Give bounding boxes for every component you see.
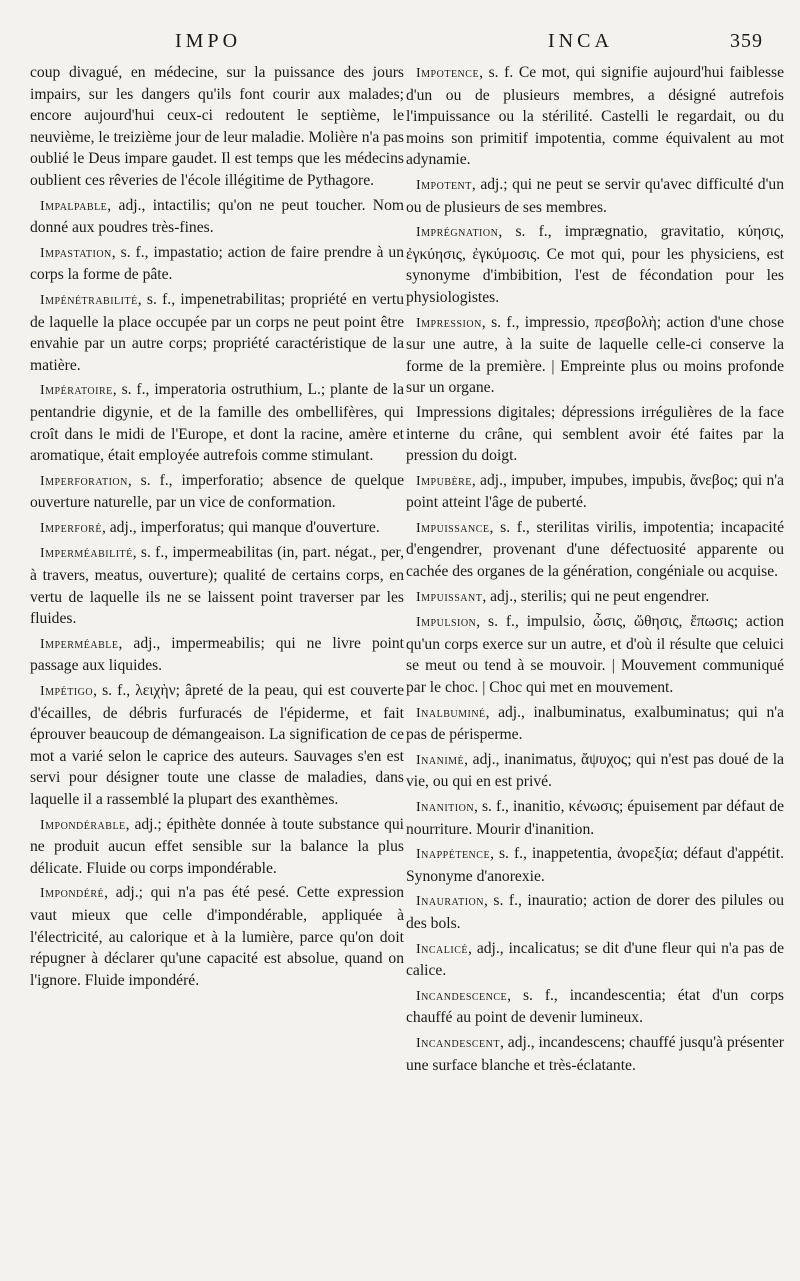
entry-headword: Inappétence — [416, 847, 491, 863]
entry-headword: Imperméabilité — [40, 546, 133, 562]
entry-text: , s. f., impressio, πρεσβολὴ; action d'une chose sur une autre, à la suite de laquelle celle-ci conserve la forme de la première. | Empreinte plus ou moins profonde sur un organe. — [406, 313, 784, 397]
left-column — [30, 62, 404, 994]
entry-headword: Incandescence — [416, 988, 508, 1004]
header-left-word: IMPO — [175, 30, 242, 52]
header-center-word: INCA — [548, 30, 613, 52]
dictionary-entry — [406, 517, 784, 583]
entry-text: , s. f., inanitio, κένωσις; épuisement par défaut de nourriture. Mourir d'inanition. — [406, 798, 784, 838]
entry-text: , s. f., imprægnatio, gravitatio, κύησις, ἐγκύησις, ἐγκύμοσις. Ce mot qui, pour les physiciens, est synonyme d'imbibition, l'est de fécondation pour les physiologistes. — [406, 223, 784, 306]
dictionary-entry — [406, 402, 784, 467]
entry-headword: Impuissance — [416, 520, 490, 536]
entry-headword: Impuissant — [416, 589, 483, 605]
entry-headword: Inanimé — [416, 752, 465, 768]
dictionary-entry — [30, 814, 404, 880]
dictionary-entry — [406, 1032, 784, 1076]
entry-headword: Impalpable — [40, 198, 108, 214]
entry-headword: Impératoire — [40, 383, 113, 399]
right-column — [406, 62, 784, 1079]
dictionary-entry — [30, 289, 404, 376]
entry-text: , s. f., impermeabilitas (in, part. négat., per, à travers, meatus, ouverture); qualité de certains corps, en vertu de laquelle ils ne se laissent point traverser par les fluides. — [30, 544, 404, 628]
entry-text: coup divagué, en médecine, sur la puissance des jours impairs, sur les dangers qu'ils font courir aux malades; encore aujourd'hui ceux-ci redoutent le septième, le neuvième, le treizième jour de leur maladie. Molière n'a pas oublié le Deus impare gaudet. Il est temps que les médecins oublient ces rêveries de l'école illégitime de Pythagore. — [30, 64, 404, 189]
entry-text: , s. f., impastatio; action de faire prendre à un corps la forme de pâte. — [30, 243, 404, 284]
entry-headword: Inalbuminé — [416, 705, 486, 721]
entry-text: , s. f., sterilitas virilis, impotentia; incapacité d'engendrer, provenant d'une défectuosité apparente ou cachée des organes de la génération, congéniale ou acquise. — [406, 518, 784, 581]
dictionary-entry — [406, 702, 784, 746]
dictionary-entry — [406, 749, 784, 793]
entry-headword: Impubère — [416, 473, 472, 489]
entry-text: , adj., impuber, impubes, impubis, ἄνεβος; qui n'a point atteint l'âge de puberté. — [406, 471, 784, 512]
entry-headword: Incandescent — [416, 1035, 500, 1051]
entry-headword: Imperforation — [40, 473, 128, 489]
dictionary-entry — [30, 633, 404, 677]
entry-headword: Impondérable — [40, 817, 126, 833]
dictionary-entry — [406, 221, 784, 308]
dictionary-entry — [30, 470, 404, 514]
entry-text: , s. f., λειχὴν; âpreté de la peau, qui est couverte d'écailles, de débris furfuracés de l'épiderme, et fait éprouver beaucoup de démangeaison. La signification de ce mot a varié selon le caprice des auteurs. Sauvages s'en est servi pour désigner toute une classe de maladies, dans laquelle il a rassemblé la plupart des exanthèmes. — [30, 682, 404, 808]
entry-text: , adj., imperforatus; qui manque d'ouverture. — [101, 518, 380, 536]
entry-text: , adj.; épithète donnée à toute substance qui ne produit aucun effet sensible sur la balance la plus délicate. Fluide ou corps impondérable. — [30, 815, 404, 877]
dictionary-entry — [406, 796, 784, 840]
entry-headword: Imperméable — [40, 636, 119, 652]
dictionary-entry — [30, 242, 404, 286]
entry-text: , adj., inanimatus, ἄψυχος; qui n'est pas doué de la vie, ou qui en est privé. — [406, 750, 784, 791]
dictionary-entry — [30, 62, 404, 192]
entry-text: , s. f., impulsio, ὦσις, ὤθησις, ἔπωσις; action qu'un corps exerce sur un autre, et d'où il résulte que celuici se meut ou tend à se mouvoir. | Mouvement communiqué par le choc. | Choc qui met en mouvement. — [406, 613, 784, 697]
entry-text: , adj., impermeabilis; qui ne livre point passage aux liquides. — [30, 634, 404, 675]
dictionary-entry — [30, 195, 404, 239]
entry-headword: Impétigo — [40, 684, 94, 700]
dictionary-entry — [406, 890, 784, 934]
entry-text: , s. f., imperatoria ostruthium, L.; plante de la pentandrie digynie, et de la famille des ombellifères, qui croît dans le midi de l'Europe, et dont la racine, amère et aromatique, était employée autrefois comme stimulant. — [30, 381, 404, 465]
entry-text: , adj., sterilis; qui ne peut engendrer. — [482, 587, 710, 605]
entry-headword: Impression — [416, 315, 482, 331]
entry-text: , s. f., imperforatio; absence de quelque ouverture naturelle, par un vice de conformation. — [30, 471, 404, 512]
dictionary-entry — [406, 174, 784, 218]
dictionary-entry — [30, 542, 404, 629]
entry-headword: Impotence — [416, 66, 480, 81]
dictionary-entry — [406, 843, 784, 887]
dictionary-entry — [406, 470, 784, 514]
dictionary-entry — [406, 586, 784, 609]
running-header — [0, 30, 800, 60]
entry-text: , s. f., inauratio; action de dorer des pilules ou des bols. — [406, 892, 784, 932]
dictionary-entry — [406, 312, 784, 399]
entry-text: , adj., incandescens; chauffé jusqu'à présenter une surface blanche et très-éclatante. — [406, 1033, 784, 1074]
entry-text: Impressions digitales; dépressions irrégulières de la face interne du crâne, qui semblent avoir été faites par la pression du doigt. — [406, 403, 784, 465]
entry-text: , s. f., incandescentia; état d'un corps chauffé au point de devenir lumineux. — [406, 986, 784, 1027]
entry-headword: Impénétrabilité — [40, 292, 138, 308]
entry-text: , adj., incalicatus; se dit d'une fleur qui n'a pas de calice. — [406, 939, 784, 980]
entry-headword: Impotent — [416, 177, 472, 193]
dictionary-entry — [406, 62, 784, 171]
entry-headword: Inauration — [416, 894, 484, 910]
entry-headword: Imprégnation — [416, 225, 499, 241]
entry-headword: Impastation — [40, 245, 112, 261]
entry-headword: Inanition — [416, 800, 475, 815]
entry-headword: Imperforé — [40, 520, 102, 536]
entry-headword: Impondéré — [40, 886, 105, 902]
entry-headword: Incalicé — [416, 941, 468, 957]
dictionary-entry — [406, 611, 784, 698]
page-number: 359 — [730, 30, 763, 52]
dictionary-entry — [406, 985, 784, 1029]
entry-text: , adj., intactilis; qu'on ne peut toucher. Nom donné aux poudres très-fines. — [30, 196, 404, 237]
entry-text: , s. f. Ce mot, qui signifie aujourd'hui faiblesse d'un ou de plusieurs membres, a désigné autrefois l'impuissance ou la stérilité. Castelli le regardait, ou du moins son primitif impotentia, comme équivalent au mot adynamie. — [406, 64, 784, 169]
entry-text: , s. f., inappetentia, ἀνορεξία; défaut d'appétit. Synonyme d'anorexie. — [406, 845, 784, 885]
dictionary-entry — [30, 379, 404, 466]
dictionary-entry — [406, 938, 784, 982]
dictionary-entry — [30, 882, 404, 991]
entry-text: , adj.; qui ne peut se servir qu'avec difficulté d'un ou de plusieurs de ses membres. — [406, 175, 784, 216]
dictionary-entry — [30, 680, 404, 811]
entry-text: , s. f., impenetrabilitas; propriété en vertu de laquelle la place occupée par un corps ne peut point être envahie par un autre corps; propriété caractéristique de la matière. — [30, 290, 404, 374]
entry-headword: Impulsion — [416, 615, 477, 631]
entry-text: , adj., inalbuminatus, exalbuminatus; qui n'a pas de périsperme. — [406, 703, 784, 744]
entry-text: , adj.; qui n'a pas été pesé. Cette expression vaut mieux que celle d'impondérable, appliquée à l'électricité, au calorique et à la lumière, parce qu'on doit répugner à déclarer qu'une capacité est absolue, quand on l'ignore. Fluide impondéré. — [30, 884, 404, 989]
dictionary-entry — [30, 517, 404, 540]
